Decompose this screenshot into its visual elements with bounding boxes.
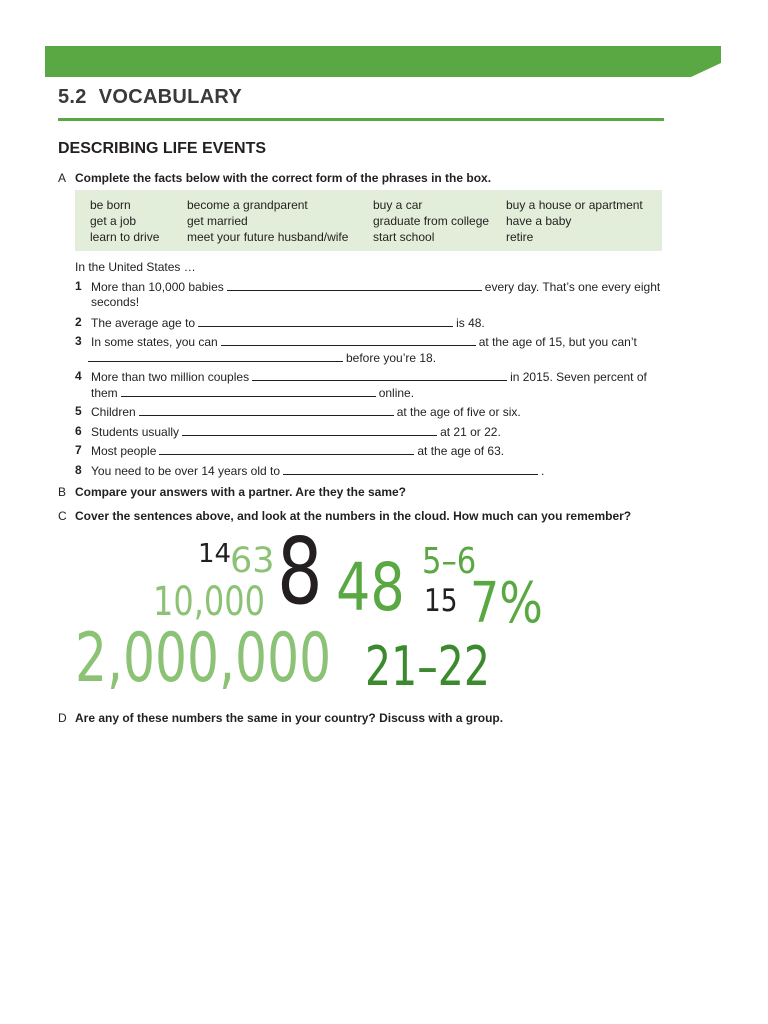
- item-number: 3: [75, 334, 82, 348]
- instruction-text: Complete the facts below with the correct form of the phrases in the box.: [75, 171, 492, 185]
- cloud-number: 15: [424, 583, 458, 619]
- cloud-number: 21–22: [365, 635, 490, 698]
- item-text: at the age of 15, but you can’t: [478, 335, 637, 349]
- cloud-number: 5–6: [422, 541, 477, 582]
- item-text: In some states, you can: [91, 335, 218, 349]
- title-rule: [58, 118, 664, 121]
- cloud-number: 8: [277, 518, 323, 625]
- answer-blank[interactable]: [88, 350, 343, 362]
- answer-blank[interactable]: [221, 334, 476, 346]
- phrase: retire: [506, 230, 534, 244]
- instruction-text: Cover the sentences above, and look at the numbers in the cloud. How much can you remember?: [75, 509, 632, 523]
- item-number: 5: [75, 404, 82, 418]
- item-number: 1: [75, 279, 82, 293]
- subtitle: DESCRIBING LIFE EVENTS: [58, 140, 267, 157]
- item-text-continued: [91, 385, 414, 400]
- phrase: have a baby: [506, 214, 572, 228]
- exercise-letter: B: [58, 485, 67, 499]
- cloud-number: 63: [230, 541, 275, 581]
- cloud-number: 48: [336, 549, 405, 626]
- item-number: 7: [75, 443, 82, 457]
- item-text: Students usually: [91, 425, 180, 439]
- item-text: .: [541, 464, 545, 478]
- answer-blank[interactable]: [139, 404, 394, 416]
- answer-blank[interactable]: [283, 463, 538, 475]
- phrase: meet your future husband/wife: [187, 230, 349, 244]
- item-text: them: [91, 386, 118, 400]
- item-text: More than 10,000 babies: [91, 280, 224, 294]
- exercise-letter: A: [58, 171, 67, 185]
- phrase: buy a house or apartment: [506, 198, 643, 212]
- item-text: at the age of 63.: [417, 444, 505, 458]
- item-text: Children: [91, 405, 136, 419]
- answer-blank[interactable]: [227, 279, 482, 291]
- item-text: at 21 or 22.: [440, 425, 501, 439]
- phrase: be born: [90, 198, 131, 212]
- item-number: 8: [75, 463, 82, 477]
- phrase: start school: [373, 230, 435, 244]
- item-text-continued: seconds!: [91, 295, 140, 309]
- cloud-number: 2,000,000: [75, 619, 332, 698]
- phrase: buy a car: [373, 198, 423, 212]
- answer-blank[interactable]: [198, 315, 453, 327]
- item-text: More than two million couples: [91, 370, 250, 384]
- item-number: 4: [75, 369, 82, 383]
- instruction-text: Compare your answers with a partner. Are they the same?: [75, 485, 406, 499]
- answer-blank[interactable]: [182, 424, 437, 436]
- phrase-box: [75, 190, 662, 251]
- instruction-text: Are any of these numbers the same in your country? Discuss with a group.: [75, 711, 504, 725]
- section-number: 5.2: [58, 86, 87, 108]
- cloud-number: 7%: [470, 571, 543, 636]
- cloud-number: 14: [198, 539, 232, 569]
- phrase: get a job: [90, 214, 137, 228]
- item-text: Most people: [91, 444, 157, 458]
- item-text: is 48.: [456, 316, 485, 330]
- exercise-letter: D: [58, 711, 67, 725]
- phrase: become a grandparent: [187, 198, 308, 212]
- item-text: before you’re 18.: [346, 351, 437, 365]
- item-text-continued: [88, 350, 436, 365]
- item-number: 2: [75, 315, 82, 329]
- answer-blank[interactable]: [252, 369, 507, 381]
- answer-blank[interactable]: [159, 443, 414, 455]
- phrase: learn to drive: [90, 230, 160, 244]
- section-name: VOCABULARY: [98, 86, 243, 108]
- phrase: graduate from college: [373, 214, 490, 228]
- exercise-letter: C: [58, 509, 67, 523]
- item-text: in 2015. Seven percent of: [510, 370, 647, 384]
- item-text: every day. That’s one every eight: [484, 280, 661, 294]
- item-text: at the age of five or six.: [396, 405, 521, 419]
- intro-text: In the United States …: [75, 260, 196, 274]
- header-bar: [45, 46, 721, 77]
- answer-blank[interactable]: [121, 385, 376, 397]
- section-title: [58, 86, 242, 109]
- item-text: online.: [378, 386, 415, 400]
- cloud-number: 10,000: [153, 579, 265, 625]
- item-text: The average age to: [91, 316, 196, 330]
- item-number: 6: [75, 424, 82, 438]
- phrase: get married: [187, 214, 248, 228]
- item-text: You need to be over 14 years old to: [91, 464, 281, 478]
